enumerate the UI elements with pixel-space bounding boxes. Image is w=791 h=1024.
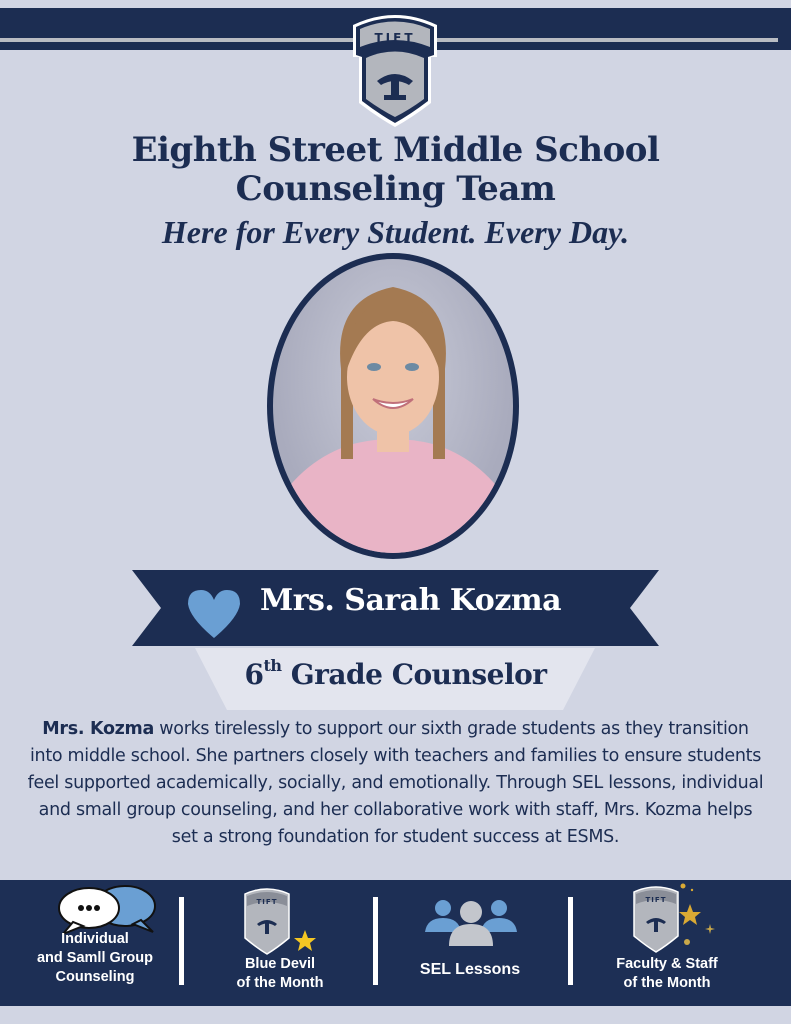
services-footer	[0, 880, 791, 1006]
bio-text: works tirelessly to support our sixth grade students as they transition into middle school. She partners closely with teachers and families to ensure students feel supported academically, socially, and emotionally. Through SEL lessons, individual and small group counseling, and her collaborative work with staff, Mrs. Kozma helps set a strong foundation for student success at ESMS.	[27, 719, 764, 847]
tift-crest-logo	[349, 11, 441, 129]
counselor-role	[0, 658, 791, 691]
crest-star-icon	[243, 886, 323, 956]
page-title	[0, 130, 791, 208]
service-blue-devil	[205, 880, 355, 1006]
divider	[179, 897, 184, 985]
svg-text:TIFT: TIFT	[256, 898, 278, 906]
svg-text:TIFT: TIFT	[374, 31, 416, 45]
role-text: Grade Counselor	[290, 658, 547, 691]
role-grade-number: 6	[244, 658, 264, 691]
crest-stars-icon	[630, 882, 720, 954]
service-label-line: of the Month	[236, 975, 324, 991]
portrait-illustration	[273, 259, 513, 553]
counselor-name: Mrs. Sarah Kozma	[260, 583, 562, 618]
service-label-line: SEL Lessons	[419, 961, 521, 978]
service-label-line: of the Month	[623, 975, 711, 991]
service-label	[20, 930, 170, 987]
service-label-line: Individual	[61, 931, 129, 947]
divider	[373, 897, 378, 985]
heart-icon	[186, 588, 242, 640]
service-label-line: Counseling	[55, 969, 135, 985]
service-sel-lessons	[395, 880, 545, 1006]
svg-text:TIFT: TIFT	[645, 896, 667, 904]
service-label	[592, 955, 742, 993]
service-label-line: Faculty & Staff	[616, 956, 718, 972]
counselor-bio	[25, 716, 766, 851]
counselor-portrait	[267, 253, 519, 559]
role-grade-suffix: th	[263, 656, 282, 675]
school-name: Eighth Street Middle School	[131, 130, 660, 170]
tagline: Here for Every Student. Every Day.	[161, 214, 630, 250]
service-label	[205, 955, 355, 993]
service-label	[395, 960, 545, 979]
service-individual-counseling	[20, 880, 170, 1006]
service-label-line: Blue Devil	[244, 956, 316, 972]
bio-name: Mrs. Kozma	[42, 719, 155, 739]
group-people-icon	[423, 898, 519, 948]
service-label-line: and Samll Group	[36, 950, 153, 966]
service-faculty-staff	[592, 880, 742, 1006]
team-name: Counseling Team	[235, 169, 556, 209]
divider	[568, 897, 573, 985]
